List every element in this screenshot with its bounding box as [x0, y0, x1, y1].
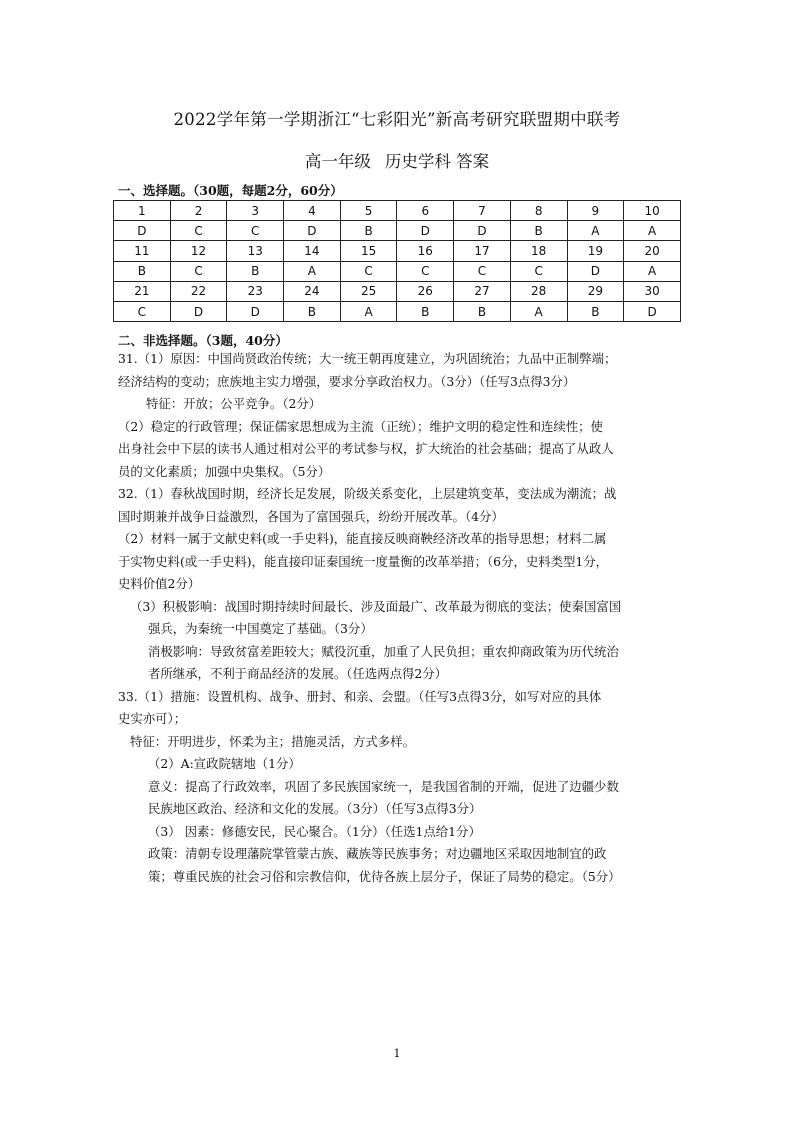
answer-table-cell: 3	[227, 201, 284, 221]
answer-table-cell: 2	[170, 201, 227, 221]
answer-table-cell: 13	[227, 241, 284, 261]
answer-table-cell: 8	[510, 201, 567, 221]
answer-table-cell: A	[340, 301, 397, 321]
answer-table-cell: C	[170, 221, 227, 241]
answer-table-cell: 25	[340, 281, 397, 301]
answer-table-cell: 6	[397, 201, 454, 221]
answer-table-cell: 20	[624, 241, 681, 261]
q33-line-4: （2）A:宣政院辖地（1分）	[148, 756, 301, 771]
answer-table-cell: 30	[624, 281, 681, 301]
answer-table-cell: 27	[454, 281, 511, 301]
answer-table-cell: D	[397, 221, 454, 241]
q33-line-7: （3） 因素：修德安民，民心聚合。（1分）（任选1点给1分）	[148, 823, 481, 839]
answer-table-cell: B	[454, 301, 511, 321]
answer-table-row	[114, 301, 681, 321]
answer-table-row	[114, 281, 681, 301]
answer-table-cell: 24	[284, 281, 341, 301]
answer-table-cell: A	[624, 261, 681, 281]
answer-table-cell: C	[170, 261, 227, 281]
q32-line-9: 者所继承，不利于商品经济的发展。（任选两点得2分）	[148, 666, 448, 681]
answer-table-row	[114, 221, 681, 241]
q32-line-8: 消极影响：导致贫富差距较大；赋役沉重，加重了人民负担；重农抑商政策为历代统治	[148, 643, 619, 659]
answer-table-cell: 19	[567, 241, 624, 261]
q31-line-6: 员的文化素质；加强中央集权。（5分）	[118, 463, 331, 479]
answer-table-cell: D	[454, 221, 511, 241]
q33-line-2: 史实亦可）；	[118, 711, 187, 726]
q32-line-5: 史料价值2分）	[118, 576, 201, 591]
q31-line-1: 31.（1）原因：中国尚贤政治传统；大一统王朝再度建立，为巩固统治；九品中正制弊端；	[118, 351, 617, 366]
answer-table-cell: B	[567, 301, 624, 321]
answer-table-cell: 28	[510, 281, 567, 301]
answer-table-cell: 21	[114, 281, 171, 301]
answer-table-cell: C	[227, 221, 284, 241]
answer-table-cell: A	[284, 261, 341, 281]
answer-table-cell: 12	[170, 241, 227, 261]
answer-table-cell: C	[397, 261, 454, 281]
subject-label: 历史学科 答案	[384, 152, 490, 171]
answer-table-cell: 17	[454, 241, 511, 261]
answer-table-cell: B	[227, 261, 284, 281]
answer-table-cell: C	[454, 261, 511, 281]
section2-heading: 二、非选择题。（3题，40分）	[118, 333, 288, 348]
answer-table-cell: B	[114, 261, 171, 281]
answer-table-cell: B	[284, 301, 341, 321]
answer-table-cell: C	[114, 301, 171, 321]
answer-table-cell: D	[227, 301, 284, 321]
q33-line-1: 33.（1）措施：设置机构、战争、册封、和亲、会盟。（任写3点得3分，如写对应的具体	[118, 688, 602, 704]
q33-line-3: 特征：开明进步，怀柔为主；措施灵活，方式多样。	[130, 733, 415, 749]
q33-line-6: 民族地区政治、经济和文化的发展。（3分）（任写3点得3分）	[148, 801, 482, 816]
answer-table-cell: 1	[114, 201, 171, 221]
q32-line-6: （3）积极影响：战国时期持续时间最长、涉及面最广、改革最为彻底的变法；使秦国富国	[130, 598, 622, 614]
answer-table-cell: A	[624, 221, 681, 241]
q31-line-4: （2）稳定的行政管理；保证儒家思想成为主流（正统）；维护文明的稳定性和连续性；使	[118, 418, 603, 434]
answer-table-cell: B	[510, 221, 567, 241]
answer-table-cell: 16	[397, 241, 454, 261]
answer-table-cell: 7	[454, 201, 511, 221]
q31-line-5: 出身社会中下层的读书人通过相对公平的考试参与权，扩大统治的社会基础；提高了从政人	[118, 441, 614, 456]
answer-table-cell: 5	[340, 201, 397, 221]
q33-line-5: 意义：提高了行政效率，巩固了多民族国家统一，是我国省制的开端，促进了边疆少数	[148, 778, 619, 794]
answer-table-cell: B	[340, 221, 397, 241]
answer-table-cell: 29	[567, 281, 624, 301]
grade-label: 高一年级	[304, 152, 371, 171]
answer-table-cell: 10	[624, 201, 681, 221]
answer-table-cell: D	[114, 221, 171, 241]
answer-table-row	[114, 201, 681, 221]
page-number: 1	[393, 1047, 401, 1060]
q31-line-3: 特征：开放；公平竞争。（2分）	[146, 396, 322, 411]
answer-table-cell: 14	[284, 241, 341, 261]
q32-line-2: 国时期兼并战争日益激烈，各国为了富国强兵，纷纷开展改革。（4分）	[118, 508, 504, 524]
answer-table-cell: D	[284, 221, 341, 241]
answer-table-cell: 11	[114, 241, 171, 261]
answer-table-cell: 26	[397, 281, 454, 301]
answer-table-cell: C	[340, 261, 397, 281]
document-subtitle	[0, 148, 794, 172]
q32-line-3: （2）材料一属于文献史料(或一手史料)，能直接反映商鞅经济改革的指导思想；材料二属	[118, 531, 607, 546]
answer-table-row	[114, 241, 681, 261]
section1-heading: 一、选择题。（30题，每题2分，60分）	[118, 183, 343, 198]
answer-table-cell: 23	[227, 281, 284, 301]
q33-line-8: 政策：清朝专设理藩院掌管蒙古族、藏族等民族事务；对边疆地区采取因地制宜的政	[148, 846, 607, 861]
answer-table-cell: 18	[510, 241, 567, 261]
answer-table-cell: D	[624, 301, 681, 321]
q33-line-9: 策；尊重民族的社会习俗和宗教信仰，优待各族上层分子，保证了局势的稳定。（5分）	[148, 868, 621, 884]
answer-table-cell: 4	[284, 201, 341, 221]
answer-table-row	[114, 261, 681, 281]
answer-table	[113, 200, 681, 322]
answer-table-cell: B	[397, 301, 454, 321]
answer-table-cell: 9	[567, 201, 624, 221]
answer-table-cell: A	[567, 221, 624, 241]
answer-table-cell: 15	[340, 241, 397, 261]
q32-line-7: 强兵，为秦统一中国奠定了基础。（3分）	[148, 621, 373, 636]
answer-table-cell: D	[567, 261, 624, 281]
answer-table-cell: C	[510, 261, 567, 281]
answer-table-cell: 22	[170, 281, 227, 301]
q32-line-4: 于实物史料(或一手史料)，能直接印证秦国统一度量衡的改革举措；（6分，史料类型1分，	[118, 553, 609, 569]
answer-table-cell: D	[170, 301, 227, 321]
q31-line-2: 经济结构的变动；庶族地主实力增强，要求分享政治权力。（3分）（任写3点得3分）	[118, 373, 576, 389]
q32-line-1: 32.（1）春秋战国时期，经济长足发展，阶级关系变化，上层建筑变革，变法成为潮流；战	[118, 486, 617, 501]
answer-table-cell: A	[510, 301, 567, 321]
document-title: 2022学年第一学期浙江“七彩阳光”新高考研究联盟期中联考	[173, 110, 621, 129]
